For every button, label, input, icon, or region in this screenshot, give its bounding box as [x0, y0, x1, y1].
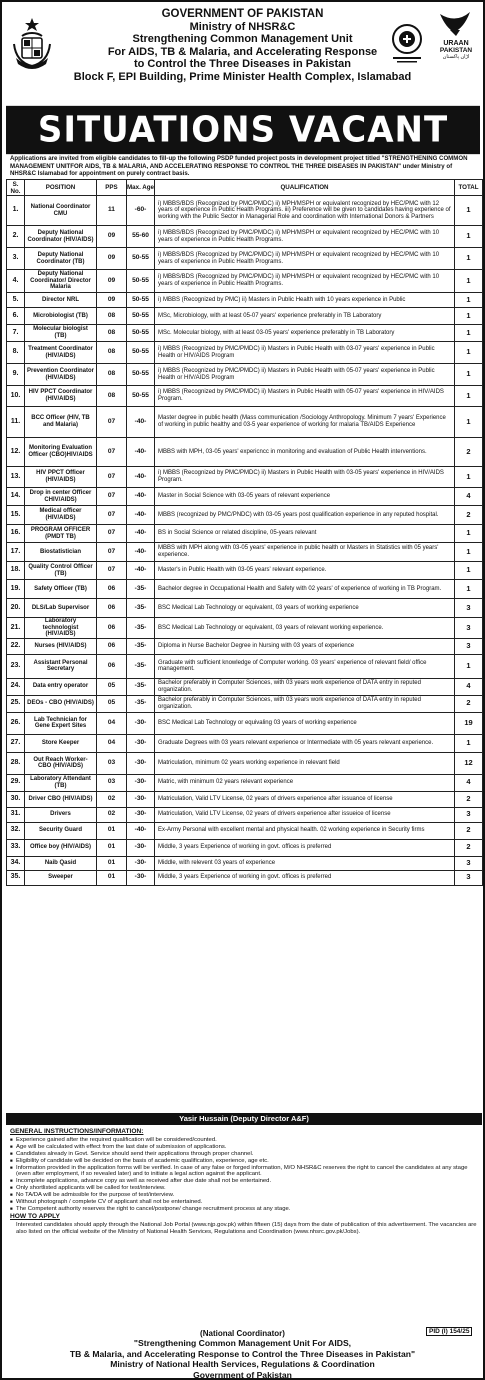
header-age: Max. Age [127, 180, 155, 196]
cell-position: Out Reach Worker-CBO (HIV/AIDS) [25, 752, 97, 774]
table-row [7, 270, 483, 293]
cell-sno: 4. [7, 270, 25, 293]
cell-qualification: i) MBBS (Recognized by PMC/PMDC) ii) Masters in Public Health with 05-07 years' experience in Public Health or HIV/AIDS Program [155, 364, 455, 386]
cell-qualification: i) MBBS/BDS (Recognized by PMC/PMDC) ii) MPH/MSPH or equivalent recognized by HEC/PMC with 10 years of experience in Public Health Programs. [155, 226, 455, 248]
cell-pps: 09 [97, 293, 127, 308]
cell-position: Microbiologist (TB) [25, 308, 97, 325]
cell-sno: 32. [7, 822, 25, 839]
table-row [7, 525, 483, 543]
cell-sno: 9. [7, 364, 25, 386]
cell-pps: 06 [97, 599, 127, 618]
cell-pps: 08 [97, 325, 127, 342]
cell-age: -40- [127, 506, 155, 525]
cell-sno: 21. [7, 618, 25, 639]
cell-position: Laboratory Attendant (TB) [25, 774, 97, 791]
cell-age: -35- [127, 580, 155, 599]
cell-qualification: i) MBBS/BDS (Recognized by PMC/PMDC) ii) MPH/MSPH or equivalent recognized by HEC/PMC with 10 years of experience in Public Health Programs. [155, 248, 455, 270]
cell-sno: 15. [7, 506, 25, 525]
cell-position: Laboratory technologist (HIV/AIDS) [25, 618, 97, 639]
instruction-item: ■ Without photograph / complete CV of applicant shall not be entertained. [10, 1199, 478, 1206]
cell-total: 1 [455, 525, 483, 543]
instruction-item: ■ Incomplete applications, advance copy as well as received after due date shall not be entertained. [10, 1178, 478, 1185]
cell-age: -35- [127, 654, 155, 678]
cell-qualification: Matriculation, Valid LTV License, 02 years of drivers experience after issueice of license [155, 807, 455, 822]
cell-qualification: BSC Medical Lab Technology or equivalent, 03 years of working experience [155, 599, 455, 618]
cell-age: -60- [127, 196, 155, 226]
cell-sno: 25. [7, 695, 25, 712]
cell-sno: 3. [7, 248, 25, 270]
cell-pps: 08 [97, 308, 127, 325]
cell-position: Prevention Coordinator (HIV/AIDS) [25, 364, 97, 386]
cell-age: -40- [127, 525, 155, 543]
header-position: POSITION [25, 180, 97, 196]
cell-qualification: MBBS with MPH, 03-05 years' expericncc in monitoring and evaluation of Public Health interventions. [155, 438, 455, 467]
cell-pps: 02 [97, 791, 127, 807]
how-to-apply-heading: HOW TO APPLY [10, 1212, 60, 1220]
cell-pps: 03 [97, 752, 127, 774]
header-address: Block F, EPI Building, Prime Minister Health Complex, Islamabad [73, 70, 412, 83]
cell-position: National Coordinator CMU [25, 196, 97, 226]
cell-age: -30- [127, 791, 155, 807]
cell-pps: 08 [97, 386, 127, 407]
cell-sno: 1. [7, 196, 25, 226]
cell-age: -30- [127, 712, 155, 734]
instruction-item: ■ Only shortlisted applicants will be called for test/interview. [10, 1185, 478, 1192]
cell-position: HIV PPCT Coordinator (HIV/AIDS) [25, 386, 97, 407]
cell-age: -30- [127, 870, 155, 885]
cell-sno: 29. [7, 774, 25, 791]
cell-age: 50-55 [127, 270, 155, 293]
cell-total: 2 [455, 695, 483, 712]
table-row [7, 870, 483, 885]
cell-age: -30- [127, 839, 155, 856]
situations-vacant-banner: SITUATIONS VACANT [6, 106, 480, 154]
instruction-item: ■ No TA/DA will be admissible for the purpose of test/interview. [10, 1192, 478, 1199]
cell-position: Driver CBO (HIV/AIDS) [25, 791, 97, 807]
cell-qualification: BS in Social Science or related discipline, 05-years relevant [155, 525, 455, 543]
cell-age: 50-55 [127, 248, 155, 270]
cell-position: Lab Technician for Gene Expert Sites [25, 712, 97, 734]
cell-position: Assistant Personal Secretary [25, 654, 97, 678]
table-row [7, 807, 483, 822]
cell-age: -40- [127, 822, 155, 839]
cell-age: -35- [127, 599, 155, 618]
cell-total: 3 [455, 618, 483, 639]
cell-pps: 09 [97, 270, 127, 293]
cell-sno: 13. [7, 467, 25, 488]
cell-position: Nurses (HIV/AIDS) [25, 638, 97, 654]
cell-sno: 16. [7, 525, 25, 543]
cell-sno: 8. [7, 342, 25, 364]
table-row [7, 364, 483, 386]
header-qualification: QUALIFICATION [155, 180, 455, 196]
cell-sno: 5. [7, 293, 25, 308]
cell-total: 3 [455, 599, 483, 618]
cell-pps: 09 [97, 226, 127, 248]
cell-sno: 17. [7, 543, 25, 562]
cell-sno: 34. [7, 856, 25, 870]
instruction-item: ■ Eligibility of candidate will be decided on the basis of academic qualification, experience, age etc. [10, 1158, 478, 1165]
cell-qualification: MBBS with MPH along with 03-05 years' experience in public health or Masters in Statistics with 05 years' experience. [155, 543, 455, 562]
table-row [7, 407, 483, 438]
table-row [7, 562, 483, 580]
instruction-item: ■ The Competent authority reserves the right to cancel/postpone/ change recruitment process at any stage. [10, 1206, 478, 1213]
cell-total: 3 [455, 856, 483, 870]
cell-sno: 26. [7, 712, 25, 734]
cell-sno: 27. [7, 734, 25, 752]
cell-pps: 07 [97, 438, 127, 467]
cell-total: 2 [455, 822, 483, 839]
cell-position: Molecular biologist (TB) [25, 325, 97, 342]
table-row [7, 752, 483, 774]
pid-number: PID (I) 154/25 [426, 1327, 472, 1336]
instructions-section [10, 1128, 478, 1236]
cell-total: 2 [455, 839, 483, 856]
cell-position: Medical officer (HIV/AIDS) [25, 506, 97, 525]
header-ministry: Ministry of NHSR&C [189, 20, 296, 33]
cell-position: Director NRL [25, 293, 97, 308]
cell-qualification: i) MBBS (Recognized by PMC/PMDC) ii) Masters in Public Health with 03-05 years' experience in HIV/AIDS Program. [155, 467, 455, 488]
cell-age: 50-55 [127, 386, 155, 407]
cell-position: Sweeper [25, 870, 97, 885]
cell-qualification: i) MBBS/BDS (Recognized by PMC/PMDC) ii) MPH/MSPH or equivalent recognized by HEC/PMC with 12 years of experience in Public Health Programs. iii) Preference will be given to candidates having experience of working with the Public Sector in Managerial Role and coordination with International Donors & Partners [155, 196, 455, 226]
cell-age: -35- [127, 695, 155, 712]
cell-pps: 07 [97, 506, 127, 525]
table-row [7, 248, 483, 270]
cell-total: 4 [455, 678, 483, 695]
cell-pps: 07 [97, 467, 127, 488]
footer-coordinator: (National Coordinator) [200, 1329, 285, 1338]
cell-position: Deputy National Coordinator/ Director Malaria [25, 270, 97, 293]
cell-sno: 28. [7, 752, 25, 774]
cell-sno: 7. [7, 325, 25, 342]
cell-position: Naib Qasid [25, 856, 97, 870]
cell-total: 1 [455, 196, 483, 226]
table-row [7, 226, 483, 248]
cell-age: -35- [127, 678, 155, 695]
cell-pps: 08 [97, 342, 127, 364]
table-row [7, 839, 483, 856]
cell-pps: 01 [97, 822, 127, 839]
cell-age: 50-55 [127, 364, 155, 386]
cell-pps: 06 [97, 580, 127, 599]
cell-sno: 19. [7, 580, 25, 599]
cell-sno: 12. [7, 438, 25, 467]
cell-pps: 11 [97, 196, 127, 226]
cell-age: 55-60 [127, 226, 155, 248]
cell-sno: 23. [7, 654, 25, 678]
cell-position: PROGRAM OFFICER (PMDT TB) [25, 525, 97, 543]
cell-pps: 04 [97, 712, 127, 734]
uraan-bird-icon [436, 10, 476, 38]
cell-total: 1 [455, 248, 483, 270]
cell-position: BCC Officer (HIV, TB and Malaria) [25, 407, 97, 438]
table-row [7, 308, 483, 325]
cell-age: 50-55 [127, 308, 155, 325]
cell-qualification: Matriculation, Valid LTV License, 02 years of drivers experience after issuance of license [155, 791, 455, 807]
header-pps: PPS [97, 180, 127, 196]
cell-age: -30- [127, 856, 155, 870]
cell-sno: 10. [7, 386, 25, 407]
uraan-sub: PAKISTAN [439, 47, 473, 54]
cell-sno: 11. [7, 407, 25, 438]
table-row [7, 543, 483, 562]
cell-age: -40- [127, 562, 155, 580]
cell-age: -40- [127, 438, 155, 467]
cell-position: Treatment Coordinator (HIV/AIDS) [25, 342, 97, 364]
cell-position: Office boy (HIV/AIDS) [25, 839, 97, 856]
cell-pps: 06 [97, 654, 127, 678]
cell-total: 4 [455, 774, 483, 791]
cell-total: 1 [455, 734, 483, 752]
cell-total: 1 [455, 342, 483, 364]
how-to-apply-text: Interested candidates should apply through the National Job Portal (www.njp.gov.pk) within fifteen (15) days from the date of publication of this advertisement. The vacancies are also listed on the official website of the Ministry of National Health Services, Regulations and Coordination (www.nhsrc.gov.pk/Jobs). [16, 1221, 477, 1235]
ministry-emblem-icon [389, 22, 425, 66]
cell-total: 2 [455, 506, 483, 525]
cell-pps: 01 [97, 870, 127, 885]
cell-sno: 22. [7, 638, 25, 654]
uraan-tagline: اڑان پاکستان [442, 54, 470, 60]
cell-sno: 2. [7, 226, 25, 248]
cell-sno: 31. [7, 807, 25, 822]
cell-position: Safety Officer (TB) [25, 580, 97, 599]
cell-total: 4 [455, 488, 483, 506]
cell-pps: 05 [97, 678, 127, 695]
cell-qualification: Matriculation, minimum 02 years working experience in relevant field [155, 752, 455, 774]
table-row [7, 386, 483, 407]
instruction-item: ■ Candidates already in Govt. Service should send their applications through proper channel. [10, 1151, 478, 1158]
cell-pps: 07 [97, 562, 127, 580]
header-program-line1: For AIDS, TB & Malaria, and Accelerating Response [107, 45, 378, 58]
cell-qualification: Matric, with minimum 02 years relevant experience [155, 774, 455, 791]
table-row [7, 506, 483, 525]
cell-sno: 30. [7, 791, 25, 807]
cell-qualification: Graduate Degrees with 03 years relevant experience or Intermediate with 05 years relevant experience. [155, 734, 455, 752]
header-title: GOVERNMENT OF PAKISTAN [161, 8, 324, 20]
cell-qualification: Master degree in public health (Mass communication /Sociology Anthropology. Minimum 7 years' Experience of working in public healthy and 03-5 year experience of working for malaria TB/AIDS Experience [155, 407, 455, 438]
footer-line1: "Strengthening Common Management Unit For AIDS, [133, 1338, 352, 1348]
table-row [7, 678, 483, 695]
table-row [7, 342, 483, 364]
vacancy-table [6, 179, 483, 886]
cell-age: -40- [127, 543, 155, 562]
cell-pps: 07 [97, 525, 127, 543]
cell-pps: 04 [97, 734, 127, 752]
table-row [7, 774, 483, 791]
cell-age: -30- [127, 752, 155, 774]
cell-total: 1 [455, 226, 483, 248]
cell-total: 1 [455, 654, 483, 678]
cell-qualification: i) MBBS/BDS (Recognized by PMC/PMDC) ii) MPH/MSPH or equivalent recognized by HEC/PMC with 10 years of experience in Public Health Programs. [155, 270, 455, 293]
cell-qualification: Bachelor degree in Occupational Health and Safety with 02 years' of experience of working in TB Program. [155, 580, 455, 599]
table-row [7, 467, 483, 488]
cell-age: -30- [127, 807, 155, 822]
cell-pps: 07 [97, 407, 127, 438]
cell-total: 3 [455, 870, 483, 885]
cell-age: -40- [127, 488, 155, 506]
cell-pps: 06 [97, 638, 127, 654]
cell-total: 2 [455, 438, 483, 467]
cell-total: 1 [455, 407, 483, 438]
cell-age: 50-55 [127, 293, 155, 308]
cell-position: Quality Control Officer (TB) [25, 562, 97, 580]
cell-pps: 02 [97, 807, 127, 822]
cell-position: Deputy National Coordinator (TB) [25, 248, 97, 270]
signatory: Yasir Hussain (Deputy Director A&F) [6, 1113, 482, 1125]
cell-age: 50-55 [127, 342, 155, 364]
cell-sno: 33. [7, 839, 25, 856]
cell-total: 2 [455, 791, 483, 807]
cell-qualification: MBBS (recognized by PMC/PNDC) with 03-05 years post qualification experience in any reputed hospital. [155, 506, 455, 525]
table-row [7, 599, 483, 618]
cell-qualification: i) MBBS (Recognized by PMC/PMDC) ii) Masters in Public Health with 03-07 years' experience in Public Health or HIV/AIDS Program [155, 342, 455, 364]
instruction-item: ■ Age will be calculated with effect from the last date of submission of applications. [10, 1144, 478, 1151]
cell-position: DLS/Lab Supervisor [25, 599, 97, 618]
header-program-line2: to Control the Three Diseases in Pakistan [133, 58, 351, 70]
cell-position: Drop in center Officer CHIV/AIDS) [25, 488, 97, 506]
cell-total: 1 [455, 580, 483, 599]
cell-qualification: Bachelor preferably in Computer Sciences, with 03 years work experience of DATA entry in reputed organization. [155, 695, 455, 712]
table-row [7, 580, 483, 599]
cell-pps: 01 [97, 856, 127, 870]
header-total: TOTAL [455, 180, 483, 196]
table-row [7, 856, 483, 870]
intro-paragraph: Applications are invited from eligible candidates to fill-up the following PSDP funded project posts in development project titled "STRENGTHENING COMMON MANAGEMENT UNITFOR AIDS, TB & MALARIA, AND ACCELERATING RESPONSE TO CONTROL THE THREE DISEASES IN PAKISTAN" under Ministry of NHSR&C Islamabad for appointment on purely contract basis. [10, 155, 468, 178]
header [2, 2, 483, 102]
cell-position: DEOs - CBO (HIV/AIDS) [25, 695, 97, 712]
cell-position: Deputy National Coordinator (HIV/AIDS) [25, 226, 97, 248]
cell-total: 3 [455, 638, 483, 654]
cell-age: -30- [127, 734, 155, 752]
cell-total: 1 [455, 543, 483, 562]
cell-total: 1 [455, 325, 483, 342]
cell-pps: 05 [97, 695, 127, 712]
cell-qualification: Diploma in Nurse Bachelor Degree in Nursing with 03 years of experience [155, 638, 455, 654]
cell-total: 19 [455, 712, 483, 734]
cell-age: -35- [127, 638, 155, 654]
cell-total: 3 [455, 807, 483, 822]
cell-total: 1 [455, 293, 483, 308]
cell-sno: 18. [7, 562, 25, 580]
cell-pps: 07 [97, 543, 127, 562]
instructions-heading: GENERAL INSTRUCTIONS/INFORMATION: [10, 1128, 144, 1135]
cell-sno: 24. [7, 678, 25, 695]
cell-qualification: Graduate with sufficient knowledge of Computer working. 03 years' experience of relevant field/ office management. [155, 654, 455, 678]
cell-pps: 08 [97, 364, 127, 386]
table-header-row [7, 180, 483, 196]
cell-position: Drivers [25, 807, 97, 822]
cell-pps: 09 [97, 248, 127, 270]
cell-pps: 03 [97, 774, 127, 791]
table-row [7, 712, 483, 734]
cell-qualification: MSc. Molecular biology, with at least 03-05 years' experience preferably in TB Laboratory [155, 325, 455, 342]
table-row [7, 654, 483, 678]
cell-pps: 01 [97, 839, 127, 856]
cell-qualification: i) MBBS (Recognized by PMC) ii) Masters in Public Health with 10 years experience in Public [155, 293, 455, 308]
cell-position: Biostatistician [25, 543, 97, 562]
footer-line2: TB & Malaria, and Accelerating Response to Control the Three Diseases in Pakistan" [69, 1348, 416, 1359]
footer-line4: Government of Pakistan [193, 1369, 292, 1380]
cell-position: Monitoring Evaluation Officer (CBO)HIV/AIDS [25, 438, 97, 467]
cell-pps: 06 [97, 618, 127, 639]
cell-qualification: BSC Medical Lab Technology or equivaling 03 years of working experience [155, 712, 455, 734]
cell-sno: 20. [7, 599, 25, 618]
cell-total: 1 [455, 364, 483, 386]
table-row [7, 791, 483, 807]
cell-pps: 07 [97, 488, 127, 506]
cell-total: 1 [455, 562, 483, 580]
cell-age: -40- [127, 407, 155, 438]
uraan-pakistan-logo [430, 10, 482, 70]
cell-sno: 6. [7, 308, 25, 325]
table-row [7, 822, 483, 839]
header-unit: Strengthening Common Management Unit [132, 33, 353, 45]
cell-sno: 35. [7, 870, 25, 885]
cell-age: -35- [127, 618, 155, 639]
cell-qualification: MSc, Microbiology, with at least 05-07 years' experience preferably in TB Laboratory [155, 308, 455, 325]
table-row [7, 293, 483, 308]
cell-sno: 14. [7, 488, 25, 506]
footer [2, 1329, 483, 1380]
cell-total: 1 [455, 467, 483, 488]
cell-position: HIV PPCT Officer (HIV/AIDS) [25, 467, 97, 488]
cell-position: Store Keeper [25, 734, 97, 752]
table-row [7, 196, 483, 226]
cell-qualification: Middle, with relevent 03 years of experience [155, 856, 455, 870]
cell-qualification: Middle, 3 years Experience of working in govt. offices is preferred [155, 870, 455, 885]
cell-qualification: Bachelor preferably in Computer Sciences, with 03 years work experience of DATA entry in reputed organization. [155, 678, 455, 695]
table-row [7, 488, 483, 506]
cell-qualification: BSC Medical Lab Technology or equivalent, 03 years of relevant working experience. [155, 618, 455, 639]
uraan-name: URAAN [443, 40, 469, 47]
cell-qualification: Ex-Army Personal with excellent mental and physical health. 02 working experience in Security firms [155, 822, 455, 839]
cell-position: Data entry operator [25, 678, 97, 695]
cell-qualification: Master in Social Science with 03-05 years of relevant experience [155, 488, 455, 506]
table-row [7, 695, 483, 712]
cell-qualification: Master's in Public Health with 03-05 years' relevant experience. [155, 562, 455, 580]
cell-total: 12 [455, 752, 483, 774]
instruction-item: ■ Information provided in the application forms will be verified. In case of any false or forged information, M/O NHSR&C reserves the right to cancel the candidates at any stage (even after employment, if so revealed later) and to initiate a legal action against the applicant. [10, 1165, 478, 1179]
government-crest-icon [10, 14, 54, 74]
cell-age: -30- [127, 774, 155, 791]
table-row [7, 638, 483, 654]
cell-qualification: Middle, 3 years Experience of working in govt. offices is preferred [155, 839, 455, 856]
instructions-list [10, 1137, 478, 1213]
table-row [7, 325, 483, 342]
cell-total: 1 [455, 270, 483, 293]
cell-age: 50-55 [127, 325, 155, 342]
cell-position: Security Guard [25, 822, 97, 839]
cell-age: -40- [127, 467, 155, 488]
cell-total: 1 [455, 386, 483, 407]
table-row [7, 734, 483, 752]
cell-total: 1 [455, 308, 483, 325]
header-sno: S. No. [7, 180, 25, 196]
cell-qualification: i) MBBS (Recognized by PMC/PMDC) ii) Masters in Public Health with 05-07 years' experience in HIV/AIDS Program. [155, 386, 455, 407]
table-row [7, 438, 483, 467]
footer-line3: Ministry of National Health Services, Regulations & Coordination [110, 1359, 375, 1369]
table-row [7, 618, 483, 639]
instruction-item: ■ Experience gained after the required qualification will be considered/counted. [10, 1137, 478, 1144]
